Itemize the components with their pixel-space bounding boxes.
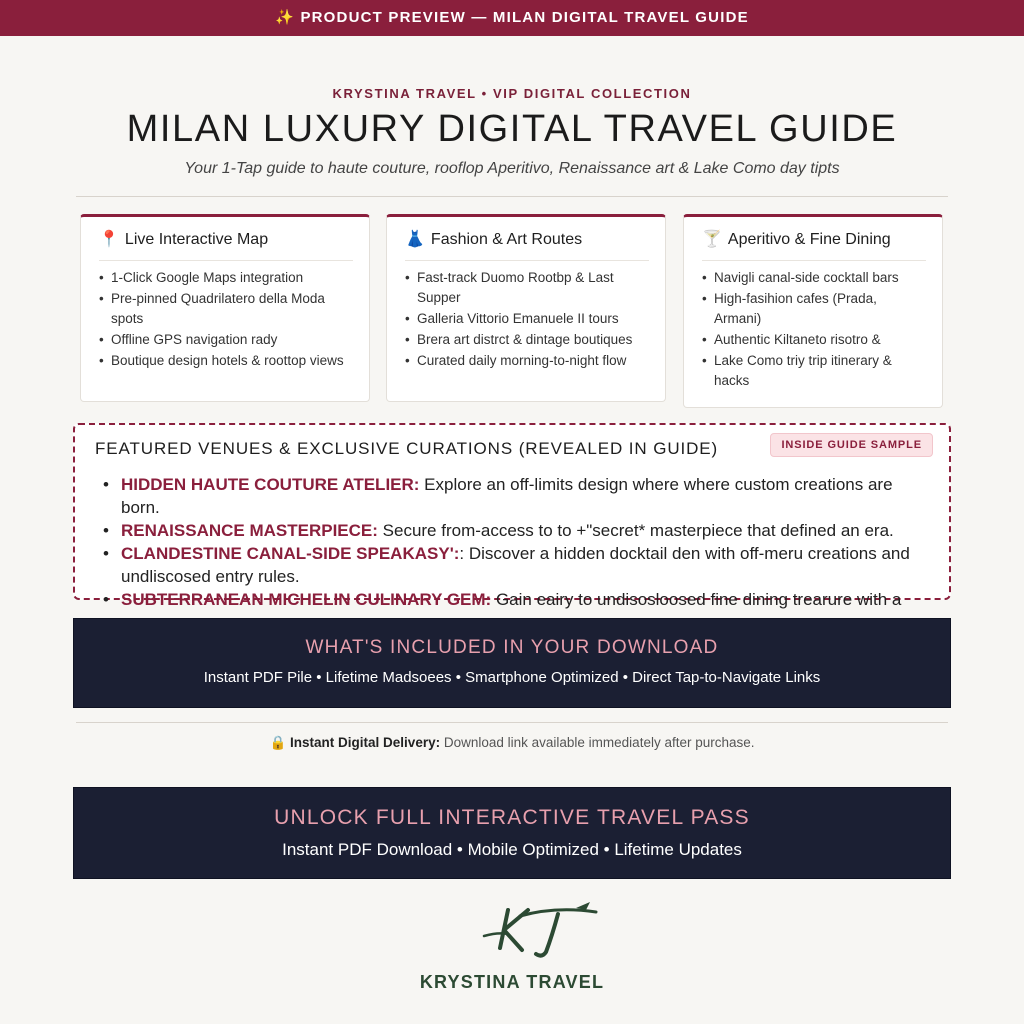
delivery-label: Instant Digital Delivery:: [290, 735, 441, 750]
section-divider: [76, 722, 948, 723]
card-title: 📍 Live Interactive Map: [99, 231, 269, 248]
brand-eyebrow: KRYSTINA TRAVEL • VIP DIGITAL COLLECTION: [332, 86, 692, 101]
list-item: • 1-Click Google Maps integration: [99, 268, 353, 288]
cocktail-icon: 🍸: [702, 231, 722, 248]
list-item: • CLANDESTINE CANAL-SIDE SPEAKASY':: Discover a hidden docktail den with off-meru creations and undliscosed entry rules.: [103, 542, 929, 588]
sparkles-icon: ✨: [275, 9, 296, 26]
dress-icon: 👗: [405, 231, 425, 248]
list-item: • Boutique design hotels & roottop views: [99, 351, 353, 371]
cta-title: UNLOCK FULL INTERACTIVE TRAVEL PASS: [274, 806, 750, 829]
lock-icon: 🔒: [269, 735, 287, 750]
card-divider: [702, 260, 926, 261]
list-item: • Authentic Kiltaneto risotro &: [702, 330, 926, 350]
page-subtitle: Your 1-Tap guide to haute couture, rooflop Aperitivo, Renaissance art & Lake Como day tipts: [184, 160, 840, 177]
included-subtitle: Instant PDF Pile • Lifetime Madsoees • Smartphone Optimized • Direct Tap-to-Navigate Links: [203, 669, 821, 686]
brand-name: KRYSTINA TRAVEL: [419, 972, 605, 992]
preview-banner: [0, 0, 1024, 36]
card-title: 🍸 Aperitivo & Fine Dining: [702, 231, 891, 248]
delivery-text: Download link available immediately after purchase.: [440, 735, 755, 750]
card-title: 👗 Fashion & Art Routes: [405, 231, 583, 248]
list-item: • Navigli canal-side cocktall bars: [702, 268, 926, 288]
banner-text: PRODUCT PREVIEW — MILAN DIGITAL TRAVEL GUIDE: [300, 9, 749, 26]
card-live-map: [80, 214, 370, 402]
list-item: • High-fasihion cafes (Prada, Armani): [702, 289, 926, 329]
list-item: • Galleria Vittorio Emanuele II tours: [405, 309, 649, 329]
kt-monogram-logo: [478, 896, 608, 966]
page-title: MILAN LUXURY DIGITAL TRAVEL GUIDE: [126, 108, 898, 150]
header-divider: [76, 196, 948, 197]
inside-guide-badge: INSIDE GUIDE SAMPLE: [770, 433, 933, 457]
feature-list: [702, 268, 926, 391]
cta-subtitle: Instant PDF Download • Mobile Optimized • Lifetime Updates: [282, 840, 742, 859]
list-item: • Curated daily morning-to-night flow: [405, 351, 649, 371]
list-item: • Offline GPS navigation rady: [99, 330, 353, 350]
list-item: • Lake Como triy trip itinerary & hacks: [702, 351, 926, 391]
list-item: • Pre-pinned Quadrilatero della Moda spots: [99, 289, 353, 329]
included-title: WHAT'S INCLUDED IN YOUR DOWNLOAD: [305, 637, 719, 658]
list-item: • Brera art distrct & dintage boutiques: [405, 330, 649, 350]
featured-venues-panel: [73, 423, 951, 609]
feature-list: [405, 268, 649, 371]
included-panel: [73, 618, 951, 708]
feature-list: [99, 268, 353, 371]
list-item: • RENAISSANCE MASTERPIECE: Secure from-access to to +"secret* masterpiece that defined an era.: [103, 519, 929, 542]
list-item: • HIDDEN HAUTE COUTURE ATELIER: Explore an off-limits design where where custom creations are born.: [103, 473, 929, 519]
featured-list: [95, 473, 929, 611]
list-item: • SUBTERRANEAN MICHELIN CULINARY GEM: Gain eairy to undisosloosed fine dining trearure with a: [103, 588, 929, 611]
card-divider: [405, 260, 649, 261]
card-divider: [99, 260, 353, 261]
list-item: • Fast-track Duomo Rootbp & Last Supper: [405, 268, 649, 308]
delivery-note: [0, 735, 1024, 751]
featured-heading: FEATURED VENUES & EXCLUSIVE CURATIONS (REVEALED IN GUIDE) INSIDE GUIDE SAMPLE: [95, 439, 929, 459]
card-aperitivo-dining: [683, 214, 943, 408]
card-fashion-art: [386, 214, 666, 402]
map-pin-icon: 📍: [99, 231, 119, 248]
unlock-pass-button[interactable]: [73, 787, 951, 879]
